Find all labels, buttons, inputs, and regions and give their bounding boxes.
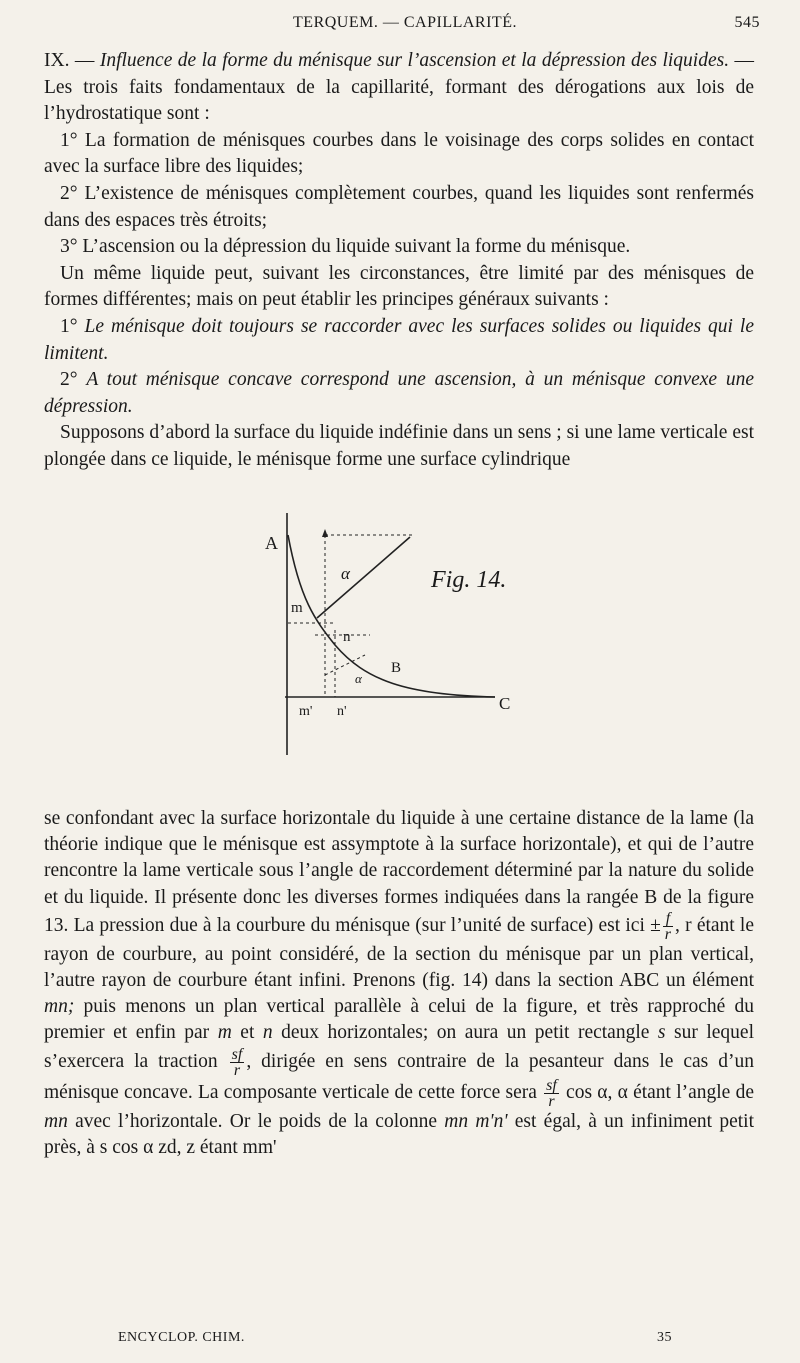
fraction-denominator: r <box>664 925 672 943</box>
para-part-9: est égal, à un infiniment petit près, à s cos α zd, z étant mm' <box>44 1110 754 1158</box>
fraction-numerator: sf <box>546 1076 557 1094</box>
fact-1: 1° La formation de ménisques courbes dans le voisinage des corps solides en contact avec la surface libre des liquides; <box>44 129 754 178</box>
fraction-sf-over-r-2 <box>544 1078 559 1109</box>
text-block-top <box>44 48 754 474</box>
fraction-denominator: r <box>548 1092 555 1110</box>
symbol-s: s <box>657 1022 666 1044</box>
principle-2 <box>44 367 754 420</box>
running-title: TERQUEM. — CAPILLARITÉ. <box>293 14 517 31</box>
symbol-n: n <box>262 1022 273 1044</box>
fact-2: 2° L’existence de ménisques complètement courbes, quand les liquides sont renfermés dans des espaces très étroits; <box>44 182 754 231</box>
para-part-8: avec l’horizontale. Or le poids de la colonne <box>67 1110 445 1132</box>
element-mn-2: mn <box>44 1110 68 1132</box>
fraction-numerator: sf <box>231 1045 243 1063</box>
page-number: 545 <box>734 14 760 31</box>
footer-signature: ENCYCLOP. CHIM. <box>118 1330 245 1345</box>
label-a: A <box>265 533 278 553</box>
para-part-5: sur lequel s’exercera la traction <box>44 1022 754 1072</box>
principle-2-text: A tout ménisque concave correspond une ascension, à un ménisque convexe une dépression. <box>44 369 755 417</box>
label-alpha-top: α <box>341 564 350 583</box>
section-intro: — Les trois faits fondamentaux de la capillarité, formant des dérogations aux lois de l’hydrostatique sont : <box>44 50 755 125</box>
figure-14 <box>255 505 585 770</box>
para-part-4: deux horizontales; on aura un petit rectangle <box>272 1022 658 1044</box>
fact-3: 3° L’ascension ou la dépression du liquide suivant la forme du ménisque. <box>60 236 631 258</box>
para-part-7: cos α, α étant l’angle de <box>560 1081 754 1103</box>
symbol-m: m <box>217 1022 232 1044</box>
section-heading: Influence de la forme du ménisque sur l’ascension et la dépression des liquides. <box>99 50 730 71</box>
principle-1-num: 1° <box>60 315 78 337</box>
conjunction-et: et <box>231 1022 263 1044</box>
para-part-6: , dirigée en sens contraire de la pesanteur dans le cas d’un ménisque concave. La composante verticale de cette force sera <box>44 1050 754 1103</box>
running-head <box>50 14 760 40</box>
label-n-prime: n' <box>337 704 347 719</box>
section-number: IX. — <box>44 50 95 71</box>
label-c: C <box>499 694 511 713</box>
general-paragraph: Un même liquide peut, suivant les circonstances, être limité par des ménisques de formes différentes; mais on peut établir les principes généraux suivants : <box>44 262 754 311</box>
principle-1 <box>44 314 754 367</box>
label-m: m <box>291 600 303 616</box>
element-mn: mn; <box>44 996 75 1018</box>
principle-2-num: 2° <box>60 369 78 391</box>
text-block-bottom <box>44 806 754 1161</box>
para-part-1: se confondant avec la surface horizontale du liquide à une certaine distance de la lame (la théorie indique que le ménisque est assymptote à la surface horizontale), et qui de l’autre rencontre la lame verticale sous l’angle de raccordement déterminé par la nature du solide et du liquide. Il présente donc les diverses formes indiquées dans la rangée B de la figure 13. La pression due à la courbure du ménisque (sur l’unité de surface) est ici ± <box>44 808 754 936</box>
arrow-up-icon <box>322 529 328 537</box>
principle-1-text: Le ménisque doit toujours se raccorder avec les surfaces solides ou liquides qui le limitent. <box>44 315 755 364</box>
label-m-prime: m' <box>299 704 313 719</box>
footer <box>118 1330 672 1350</box>
para-part-3: puis menons un plan vertical parallèle à celui de la figure, et très rapproché du premier et enfin par <box>44 996 754 1044</box>
section-heading-paragraph <box>44 48 754 128</box>
fraction-f-over-r <box>663 911 673 942</box>
label-n: n <box>343 629 351 645</box>
paragraph-after-figure <box>44 806 754 1161</box>
fraction-numerator: f <box>663 911 673 927</box>
label-b: B <box>391 660 402 676</box>
tangent-line <box>317 537 410 618</box>
footer-sheet-number: 35 <box>657 1330 672 1345</box>
label-alpha-small: α <box>355 671 362 686</box>
fraction-denominator: r <box>233 1061 241 1079</box>
paragraph-before-figure: Supposons d’abord la surface du liquide indéfinie dans un sens ; si une lame verticale est plongée dans ce liquide, le ménisque forme une surface cylindrique <box>44 422 754 470</box>
para-part-2: , r étant le rayon de courbure, au point considéré, de la section du ménisque par un plan vertical, l’autre rayon de courbure étant infini. Prenons (fig. 14) dans la section ABC un élément <box>44 914 755 992</box>
column-mn-mn-prime: mn m'n' <box>444 1110 508 1132</box>
figure-caption: Fig. 14. <box>431 567 507 593</box>
fraction-sf-over-r <box>230 1047 245 1078</box>
meniscus-diagram <box>255 505 585 770</box>
